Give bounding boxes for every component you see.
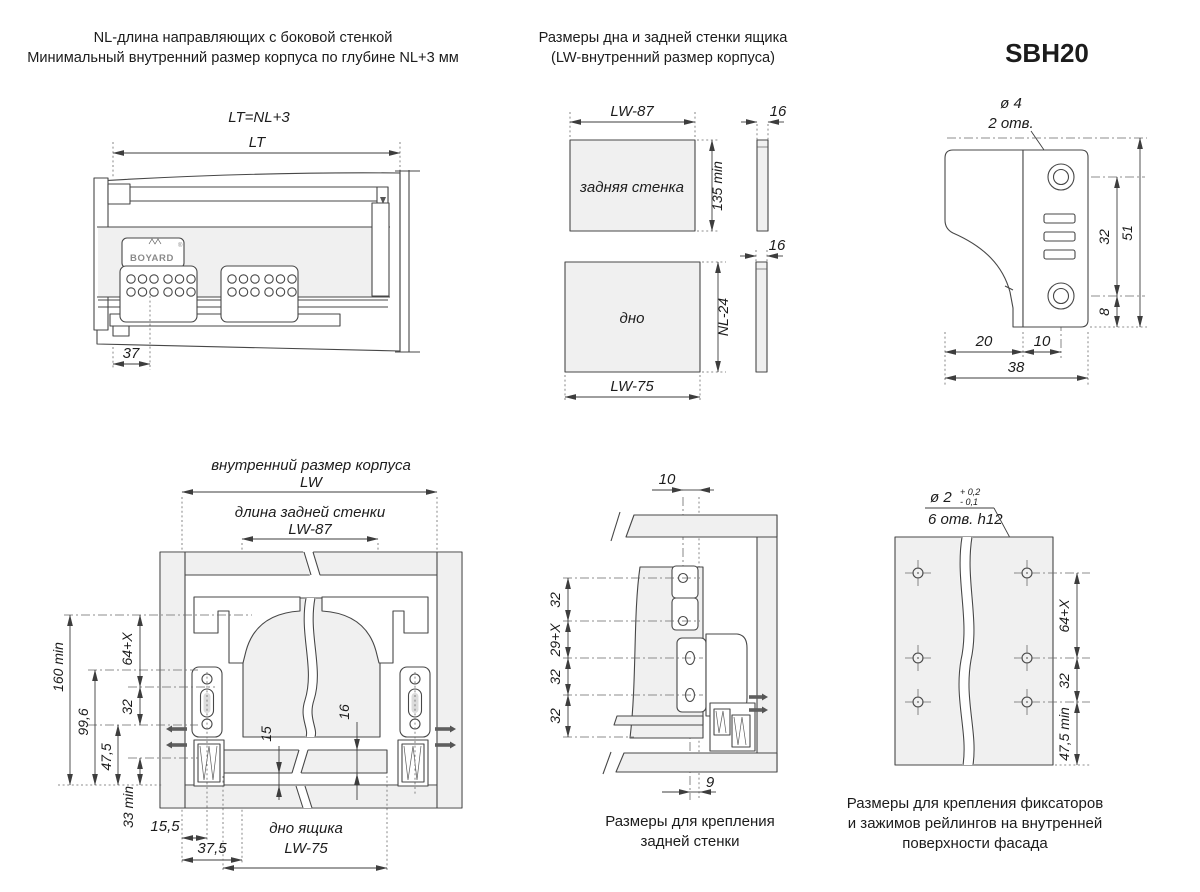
section-caption: Размеры для крепления фиксаторов — [846, 795, 1104, 812]
dim-label: 15 — [258, 726, 274, 742]
dim-label: 37 — [122, 345, 140, 362]
panel-label: дно ящика — [269, 820, 343, 837]
dim-label: 64+X — [119, 632, 135, 666]
dim-10 — [652, 471, 714, 490]
section-back-wall-fixing — [547, 471, 777, 850]
dim-label: NL-24 — [715, 297, 731, 337]
section-title: Минимальный внутренний размер корпуса по глубине NL+3 мм — [27, 50, 459, 66]
dim-label: 8 — [1096, 308, 1112, 316]
section-bracket — [945, 38, 1147, 385]
bracket-outline — [945, 150, 1088, 327]
section-title: Размеры дна и задней стенки ящика — [538, 30, 788, 46]
logo-registered-mark: ® — [178, 243, 183, 249]
dim-label: 32 — [119, 699, 135, 715]
cross-section-structure — [603, 512, 777, 774]
dim-label: 99,6 — [75, 708, 91, 736]
panel-label: дно — [619, 310, 645, 327]
dim-label: 10 — [1033, 333, 1051, 350]
section-title: NL-длина направляющих с боковой стенкой — [93, 30, 393, 46]
section-caption: и зажимов рейлингов на внутренней — [847, 815, 1103, 832]
section-cabinet-cross-section — [50, 457, 462, 872]
logo-text: BOYARD — [130, 253, 174, 264]
dim-label: 9 — [705, 774, 715, 791]
dim-label: 32 — [547, 708, 563, 724]
dim-label: LW-87 — [288, 521, 332, 538]
bottom-panel-thickness — [740, 237, 786, 372]
product-code: SBH20 — [1005, 38, 1089, 68]
dim-label: 51 — [1119, 225, 1135, 241]
dim-label: 16 — [769, 103, 787, 120]
bottom-panel — [565, 262, 731, 402]
panel-label: задняя стенка — [580, 179, 684, 196]
hole-count-label: 6 отв. h12 — [928, 511, 1003, 528]
dim-label: 160 min — [50, 642, 66, 692]
dim-label: 135 min — [709, 161, 725, 211]
section-slide-side-view — [27, 30, 459, 370]
section-panels — [539, 30, 789, 402]
hole-diameter-label: ø 4 — [1000, 95, 1022, 112]
dim-label: LW-87 — [610, 103, 654, 120]
dim-caption: длина задней стенки — [234, 504, 386, 521]
dim-9 — [662, 774, 716, 792]
dim-label: 32 — [547, 592, 563, 608]
dim-label: 33 min — [120, 785, 136, 829]
dim-label: 37,5 — [197, 840, 227, 857]
dim-label: 20 — [975, 333, 993, 350]
dim-label: LW — [300, 474, 322, 491]
dim-label: 64+X — [1056, 599, 1072, 633]
dim-label: 47,5 — [98, 743, 114, 771]
dim-label: LW-75 — [610, 378, 654, 395]
tolerance-minus: - 0,1 — [960, 497, 979, 507]
back-wall-panel — [570, 103, 725, 231]
section-title: (LW-внутренний размер корпуса) — [551, 50, 775, 66]
boyard-logo — [122, 238, 184, 268]
mounting-block — [221, 266, 298, 322]
dim-label: 32 — [1096, 229, 1112, 245]
dim-label: 32 — [547, 669, 563, 685]
dim-label: 47,5 min — [1056, 707, 1072, 761]
dim-label: 29+X — [547, 623, 563, 657]
section-caption: Размеры для крепления — [605, 813, 775, 830]
section-caption: поверхности фасада — [902, 835, 1048, 852]
right-dim-chain — [1055, 573, 1090, 765]
drawer-bottom-panel — [223, 749, 387, 774]
mounting-block — [120, 266, 197, 322]
section-facade-fixing — [847, 487, 1103, 852]
dim-label: 15,5 — [150, 818, 180, 835]
dim-label: 16 — [768, 237, 786, 254]
dim-caption: внутренний размер корпуса — [211, 457, 411, 474]
dim-label: 38 — [1007, 359, 1025, 376]
hole-diameter-label: ø 2 — [930, 489, 952, 506]
tolerance-plus: + 0,2 — [960, 487, 981, 497]
dim-label: LW-75 — [284, 840, 328, 857]
formula-label: LT=NL+3 — [228, 109, 290, 126]
dim-label: 16 — [336, 704, 352, 720]
dim-lt — [113, 134, 400, 178]
hole-count-label: 2 отв. — [988, 115, 1034, 132]
dim-label: 32 — [1056, 673, 1072, 689]
slide-body — [94, 170, 420, 352]
dim-label: LT — [248, 134, 266, 151]
dim-label: 10 — [658, 471, 676, 488]
back-wall-thickness — [741, 103, 787, 231]
section-caption: задней стенки — [640, 833, 740, 850]
